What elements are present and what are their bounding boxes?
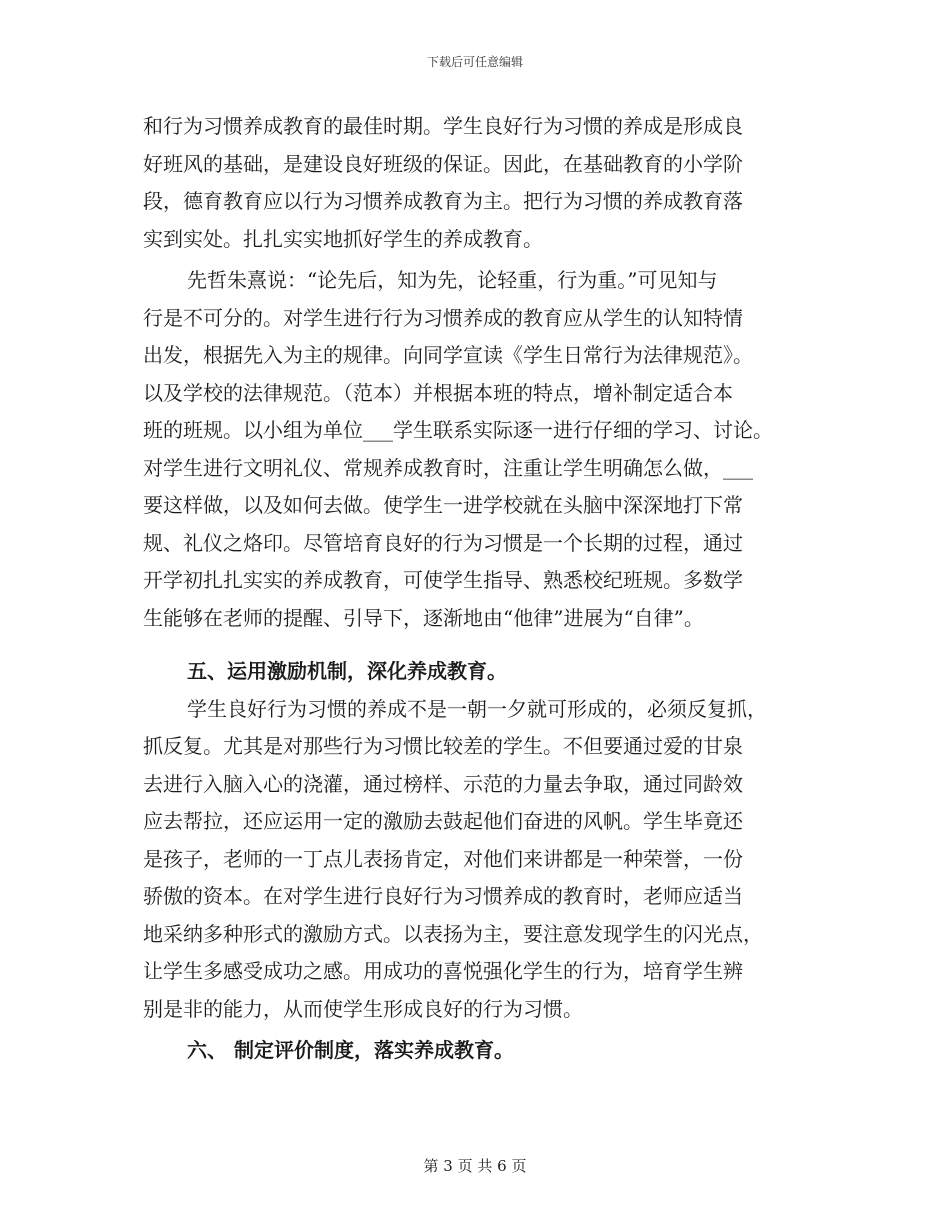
paragraph-2 [143, 262, 823, 637]
text-line: 实到实处。扎扎实实地抓好学生的养成教育。 [143, 226, 543, 251]
text-line: 对学生进行文明礼仪、常规养成教育时，注重让学生明确怎么做，___ [143, 455, 753, 480]
text-line: 出发，根据先入为主的规律。向同学宣读《学生日常行为法律规范》。 [143, 343, 753, 367]
text-line: 骄傲的资本。在对学生进行良好行为习惯养成的教育时，老师应适当 [143, 884, 743, 908]
text-line: 学生良好行为习惯的养成不是一朝一夕就可形成的，必须反复抓， [187, 696, 767, 721]
paragraph-3 [143, 691, 823, 1029]
text-line: 先哲朱熹说：“论先后，知为先，论轻重，行为重。”可见知与 [187, 268, 718, 292]
text-line: 应去帮拉，还应运用一定的激励去鼓起他们奋进的风帆。学生毕竟还 [143, 809, 743, 833]
section-heading-5: 五、运用激励机制，深化养成教育。 [187, 659, 507, 683]
text-line: 别是非的能力，从而使学生形成良好的行为习惯。 [143, 996, 583, 1021]
page-header: 下载后可任意编辑 [426, 55, 523, 69]
text-line: 地采纳多种形式的激励方式。以表扬为主，要注意发现学生的闪光点， [143, 921, 763, 946]
paragraph-1 [143, 108, 823, 258]
text-line: 好班风的基础，是建设良好班级的保证。因此，在基础教育的小学阶 [143, 151, 743, 176]
page-footer: 第 3 页 共 6 页 [423, 1157, 527, 1175]
document-body [143, 108, 823, 1070]
text-line: 和行为习惯养成教育的最佳时期。学生良好行为习惯的养成是形成良 [143, 114, 743, 138]
text-line: 段，德育教育应以行为习惯养成教育为主。把行为习惯的养成教育落 [143, 189, 743, 213]
text-line: 开学初扎扎实实的养成教育，可使学生指导、熟悉校纪班规。多数学 [143, 568, 743, 592]
text-line: 以及学校的法律规范。（范本）并根据本班的特点，增补制定适合本 [143, 380, 733, 405]
text-line: 规、礼仪之烙印。尽管培育良好的行为习惯是一个长期的过程，通过 [143, 530, 743, 555]
text-line: 要这样做，以及如何去做。使学生一进学校就在头脑中深深地打下常 [143, 493, 743, 517]
text-line: 生能够在老师的提醒、引导下，逐渐地由“他律”进展为“自律”。 [143, 605, 704, 630]
text-line: 班的班规。以小组为单位___学生联系实际逐一进行仔细的学习、讨论。 [143, 418, 773, 442]
text-line: 让学生多感受成功之感。用成功的喜悦强化学生的行为，培育学生辨 [143, 959, 743, 983]
text-line: 行是不可分的。对学生进行行为习惯养成的教育应从学生的认知特情 [143, 305, 743, 330]
text-line: 去进行入脑入心的浇灌，通过榜样、示范的力量去争取，通过同龄效 [143, 771, 743, 796]
section-heading-6: 六、 制定评价制度，落实养成教育。 [187, 1038, 514, 1062]
text-line: 是孩子，老师的一丁点儿表扬肯定，对他们来讲都是一种荣誉，一份 [143, 846, 743, 871]
text-line: 抓反复。尤其是对那些行为习惯比较差的学生。不但要通过爱的甘泉 [143, 734, 743, 758]
